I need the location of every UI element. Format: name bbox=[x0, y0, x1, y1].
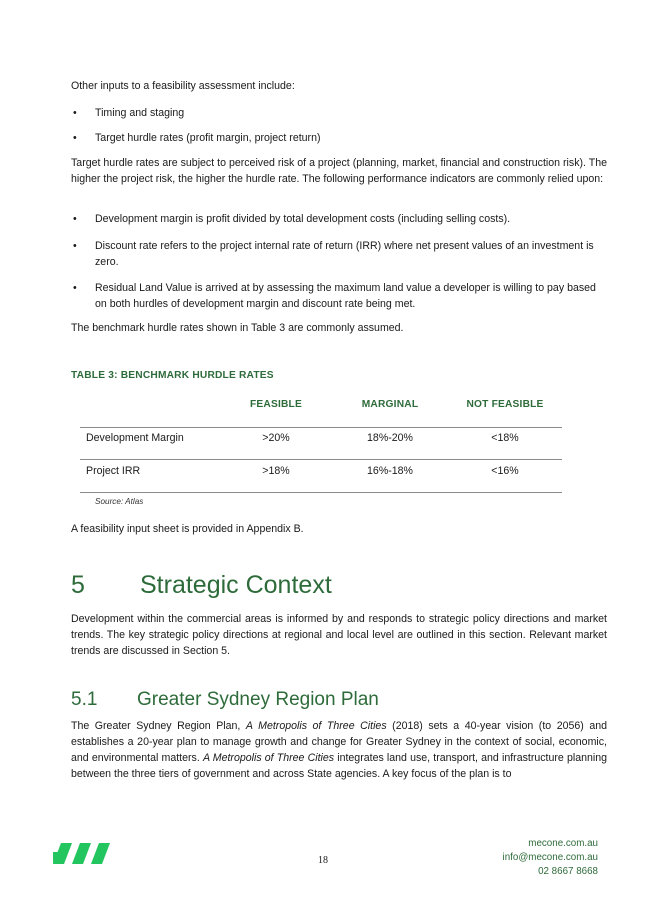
column-header-feasible: FEASIBLE bbox=[250, 399, 302, 410]
column-header-marginal: MARGINAL bbox=[361, 399, 419, 410]
publication-title: A Metropolis of Three Cities bbox=[245, 720, 387, 732]
logo-icon bbox=[51, 838, 113, 868]
section-number: 5 bbox=[71, 571, 85, 599]
table-divider bbox=[80, 459, 562, 460]
hurdle-rates-paragraph: Target hurdle rates are subject to perceived risk of a project (planning, market, financial and construction risk). The higher the project risk, the higher the hurdle rate. The following performance indicators are commonly relied upon: bbox=[71, 157, 607, 185]
table-cell: <16% bbox=[491, 465, 519, 477]
bullet-text: Discount rate refers to the project internal rate of return (IRR) where net present values of an investment is zero. bbox=[95, 240, 594, 268]
mecone-logo bbox=[51, 838, 113, 873]
subsection-title: Greater Sydney Region Plan bbox=[137, 689, 379, 710]
subsection-body bbox=[71, 718, 607, 782]
section-title: Strategic Context bbox=[140, 571, 332, 599]
column-header-not-feasible: NOT FEASIBLE bbox=[466, 399, 544, 410]
benchmark-paragraph: The benchmark hurdle rates shown in Table 3 are commonly assumed. bbox=[71, 322, 404, 334]
email-link[interactable]: info@mecone.com.au bbox=[502, 852, 598, 863]
page-number: 18 bbox=[318, 855, 328, 866]
table-divider bbox=[80, 492, 562, 493]
subsection-number: 5.1 bbox=[71, 689, 98, 710]
bullet-text: Development margin is profit divided by total development costs (including selling costs). bbox=[95, 213, 511, 225]
bullet-text: Target hurdle rates (profit margin, project return) bbox=[95, 132, 321, 144]
bullet-text: Timing and staging bbox=[95, 107, 185, 119]
bullet-icon: • bbox=[73, 213, 77, 225]
bullet-icon: • bbox=[73, 107, 77, 119]
table-cell: 16%-18% bbox=[367, 465, 413, 477]
table-source: Source: Atlas bbox=[95, 497, 144, 506]
body-text: integrates land use, transport, and infrastructure planning between the three tiers of government and across State agencies. A key focus of the plan is to bbox=[71, 752, 608, 780]
table-divider bbox=[80, 427, 562, 428]
table-cell: 18%-20% bbox=[367, 432, 413, 444]
section-body: Development within the commercial areas is informed by and responds to strategic policy directions and market trends. The key strategic policy directions at regional and local level are outlined in this section. Relevant market trends are discussed in Section 5. bbox=[71, 613, 607, 657]
row-label: Development Margin bbox=[86, 432, 184, 444]
body-text: The Greater Sydney Region Plan, bbox=[71, 720, 246, 732]
table-cell: >20% bbox=[262, 432, 290, 444]
intro-text: Other inputs to a feasibility assessment include: bbox=[71, 80, 295, 92]
appendix-paragraph: A feasibility input sheet is provided in Appendix B. bbox=[71, 523, 304, 535]
website-link[interactable]: mecone.com.au bbox=[528, 838, 598, 849]
publication-title: A Metropolis of Three Cities bbox=[202, 752, 335, 764]
bullet-icon: • bbox=[73, 282, 77, 294]
contact-details bbox=[503, 837, 598, 879]
bullet-icon: • bbox=[73, 240, 77, 252]
bullet-icon: • bbox=[73, 132, 77, 144]
table-cell: <18% bbox=[491, 432, 519, 444]
body-text: (2018) sets a 40-year vision (to 2056) and establishes a 20-year plan to manage growth and change for Greater Sydney in the context of social, economic, and environmental matters. bbox=[71, 720, 608, 764]
bullet-text: Residual Land Value is arrived at by assessing the maximum land value a developer is willing to pay based on both hurdles of development margin and discount rate being met. bbox=[95, 282, 596, 310]
phone-number: 02 8667 8668 bbox=[538, 866, 598, 877]
table-cell: >18% bbox=[262, 465, 290, 477]
table-title: TABLE 3: BENCHMARK HURDLE RATES bbox=[71, 370, 274, 381]
row-label: Project IRR bbox=[86, 465, 141, 477]
